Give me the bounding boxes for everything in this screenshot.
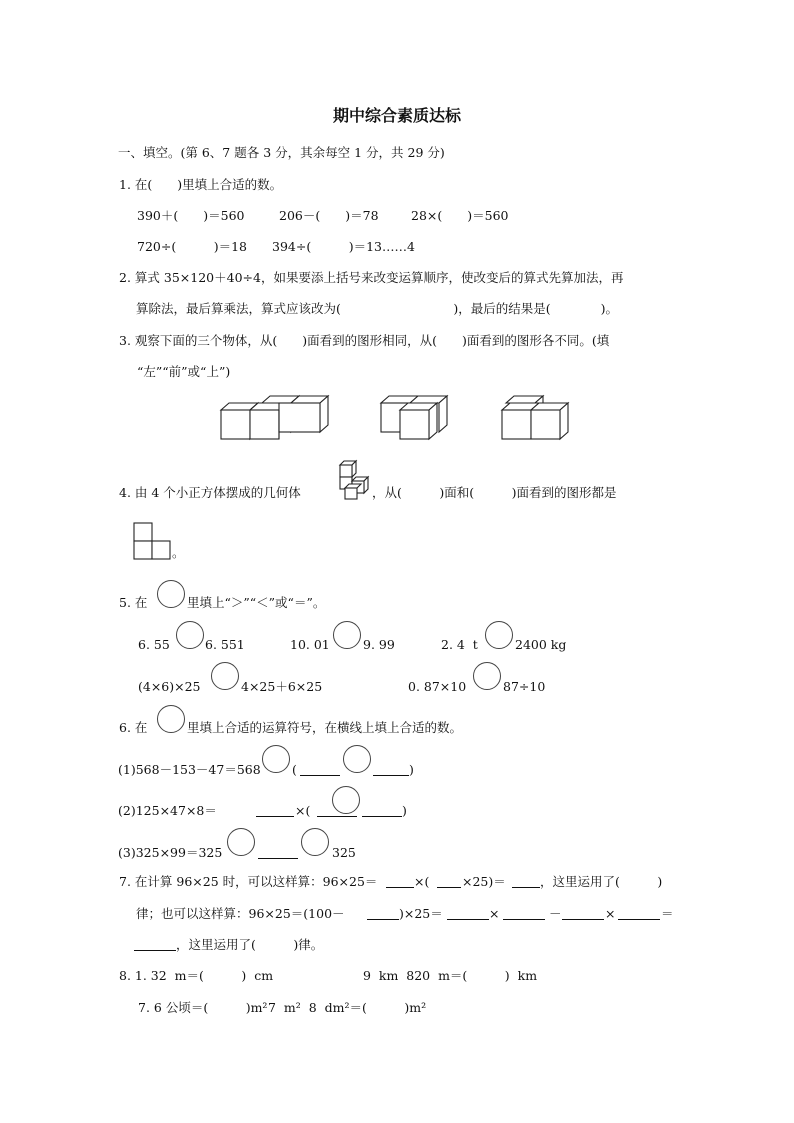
- q5-text-part-1: 5. 在: [119, 595, 148, 610]
- q6-text-part-1: 6. 在: [119, 720, 148, 735]
- q5-text-part-2: 里填上“＞”“＜”或“＝”。: [187, 595, 326, 610]
- answer-blank[interactable]: [362, 805, 402, 817]
- q5-item: (4×6)×25: [138, 679, 201, 694]
- q6-line-1-a: (1)568－153－47＝568: [118, 762, 261, 777]
- q7-line-1-b: ×(: [414, 874, 430, 889]
- answer-blank[interactable]: [512, 876, 540, 888]
- q2-line-2: 算除法，最后算乘法，算式应该改为( )，最后的结果是( )。: [136, 301, 619, 316]
- q1-item-2: 206－( )＝78: [279, 208, 379, 223]
- answer-blank[interactable]: [134, 939, 176, 951]
- q5-item: 2. 4 t: [441, 637, 478, 652]
- q5-item: 87÷10: [503, 679, 546, 694]
- answer-circle[interactable]: [227, 828, 255, 856]
- answer-blank[interactable]: [437, 876, 461, 888]
- answer-circle[interactable]: [176, 621, 204, 649]
- q8-item-2: 9 km 820 m＝( ) km: [363, 968, 538, 983]
- answer-blank[interactable]: [256, 805, 294, 817]
- q4-text-end: 。: [172, 545, 185, 560]
- cube-figure-1: [216, 394, 332, 444]
- answer-circle[interactable]: [333, 621, 361, 649]
- answer-blank[interactable]: [503, 908, 545, 920]
- q6-line-2-b: ×(: [295, 803, 311, 818]
- q4-text-part-2: ，从( )面和( )面看到的图形都是: [372, 485, 617, 500]
- page-title: 期中综合素质达标: [332, 106, 461, 125]
- q5-item: 6. 551: [205, 637, 245, 652]
- view-shape-icon: [133, 522, 175, 560]
- q7-line-2-b: )×25＝: [399, 906, 443, 921]
- q7-line-2-d: －: [549, 906, 562, 921]
- answer-blank[interactable]: [367, 908, 399, 920]
- q7-line-1-d: ，这里运用了( ): [540, 874, 663, 889]
- q3-line-1: 3. 观察下面的三个物体，从( )面看到的图形相同，从( )面看到的图形各不同。(填: [119, 333, 610, 348]
- q2-line-1: 2. 算式 35×120＋40÷4，如果要添上括号来改变运算顺序，使改变后的算式先算加法，再: [119, 270, 624, 285]
- q3-line-2: “左”“前”或“上”): [137, 364, 231, 379]
- q8-item-4: 7 m² 8 dm²＝( )m²: [268, 1000, 427, 1015]
- answer-circle[interactable]: [473, 662, 501, 690]
- q8-item-3: 7. 6 公顷＝( )m²: [138, 1000, 268, 1015]
- q7-line-2-c: ×: [489, 906, 500, 921]
- answer-circle[interactable]: [157, 705, 185, 733]
- q6-line-2-c: ): [402, 803, 407, 818]
- q6-text-part-2: 里填上合适的运算符号，在横线上填上合适的数。: [187, 720, 463, 735]
- answer-circle[interactable]: [211, 662, 239, 690]
- cube-figure-3: [497, 394, 577, 444]
- section-header: 一、填空。(第 6、7 题各 3 分，其余每空 1 分，共 29 分): [118, 145, 445, 160]
- q1-item-1: 390＋( )＝560: [137, 208, 245, 223]
- answer-blank[interactable]: [618, 908, 660, 920]
- q5-item: 4×25＋6×25: [241, 679, 323, 694]
- small-cube-solid-icon: [336, 460, 376, 500]
- q5-item: 6. 55: [138, 637, 170, 652]
- q6-line-3-a: (3)325×99＝325: [118, 845, 223, 860]
- q1-item-5: 394÷( )＝13……4: [272, 239, 415, 254]
- q7-line-2-f: ＝: [661, 906, 674, 921]
- q1-item-4: 720÷( )＝18: [137, 239, 247, 254]
- q7-line-1-c: ×25)＝: [462, 874, 506, 889]
- answer-blank[interactable]: [258, 847, 298, 859]
- q1-item-3: 28×( )＝560: [411, 208, 509, 223]
- q5-item: 10. 01: [290, 637, 330, 652]
- q7-line-2-a: 律；也可以这样算：96×25＝(100－: [136, 906, 345, 921]
- answer-blank[interactable]: [447, 908, 489, 920]
- q7-line-3: ，这里运用了( )律。: [176, 937, 324, 952]
- answer-blank[interactable]: [373, 764, 409, 776]
- q6-line-1-b: (: [292, 762, 297, 777]
- answer-circle[interactable]: [157, 580, 185, 608]
- q5-item: 0. 87×10: [408, 679, 467, 694]
- answer-blank[interactable]: [300, 764, 340, 776]
- answer-blank[interactable]: [562, 908, 604, 920]
- q1-text: 1. 在( )里填上合适的数。: [119, 177, 283, 192]
- answer-circle[interactable]: [343, 745, 371, 773]
- q6-line-3-b: 325: [332, 845, 356, 860]
- q6-line-2-a: (2)125×47×8＝: [118, 803, 217, 818]
- q5-item: 2400 kg: [515, 637, 567, 652]
- q6-line-1-c: ): [409, 762, 414, 777]
- q5-item: 9. 99: [363, 637, 395, 652]
- answer-circle[interactable]: [485, 621, 513, 649]
- answer-circle[interactable]: [301, 828, 329, 856]
- q4-text-part-1: 4. 由 4 个小正方体摆成的几何体: [119, 485, 301, 500]
- answer-circle[interactable]: [262, 745, 290, 773]
- cube-figure-2: [376, 394, 456, 444]
- answer-circle[interactable]: [332, 786, 360, 814]
- q7-line-2-e: ×: [605, 906, 616, 921]
- q8-item-1: 8. 1. 32 m＝( ) cm: [119, 968, 274, 983]
- answer-blank[interactable]: [386, 876, 414, 888]
- q7-line-1-a: 7. 在计算 96×25 时，可以这样算：96×25＝: [119, 874, 378, 889]
